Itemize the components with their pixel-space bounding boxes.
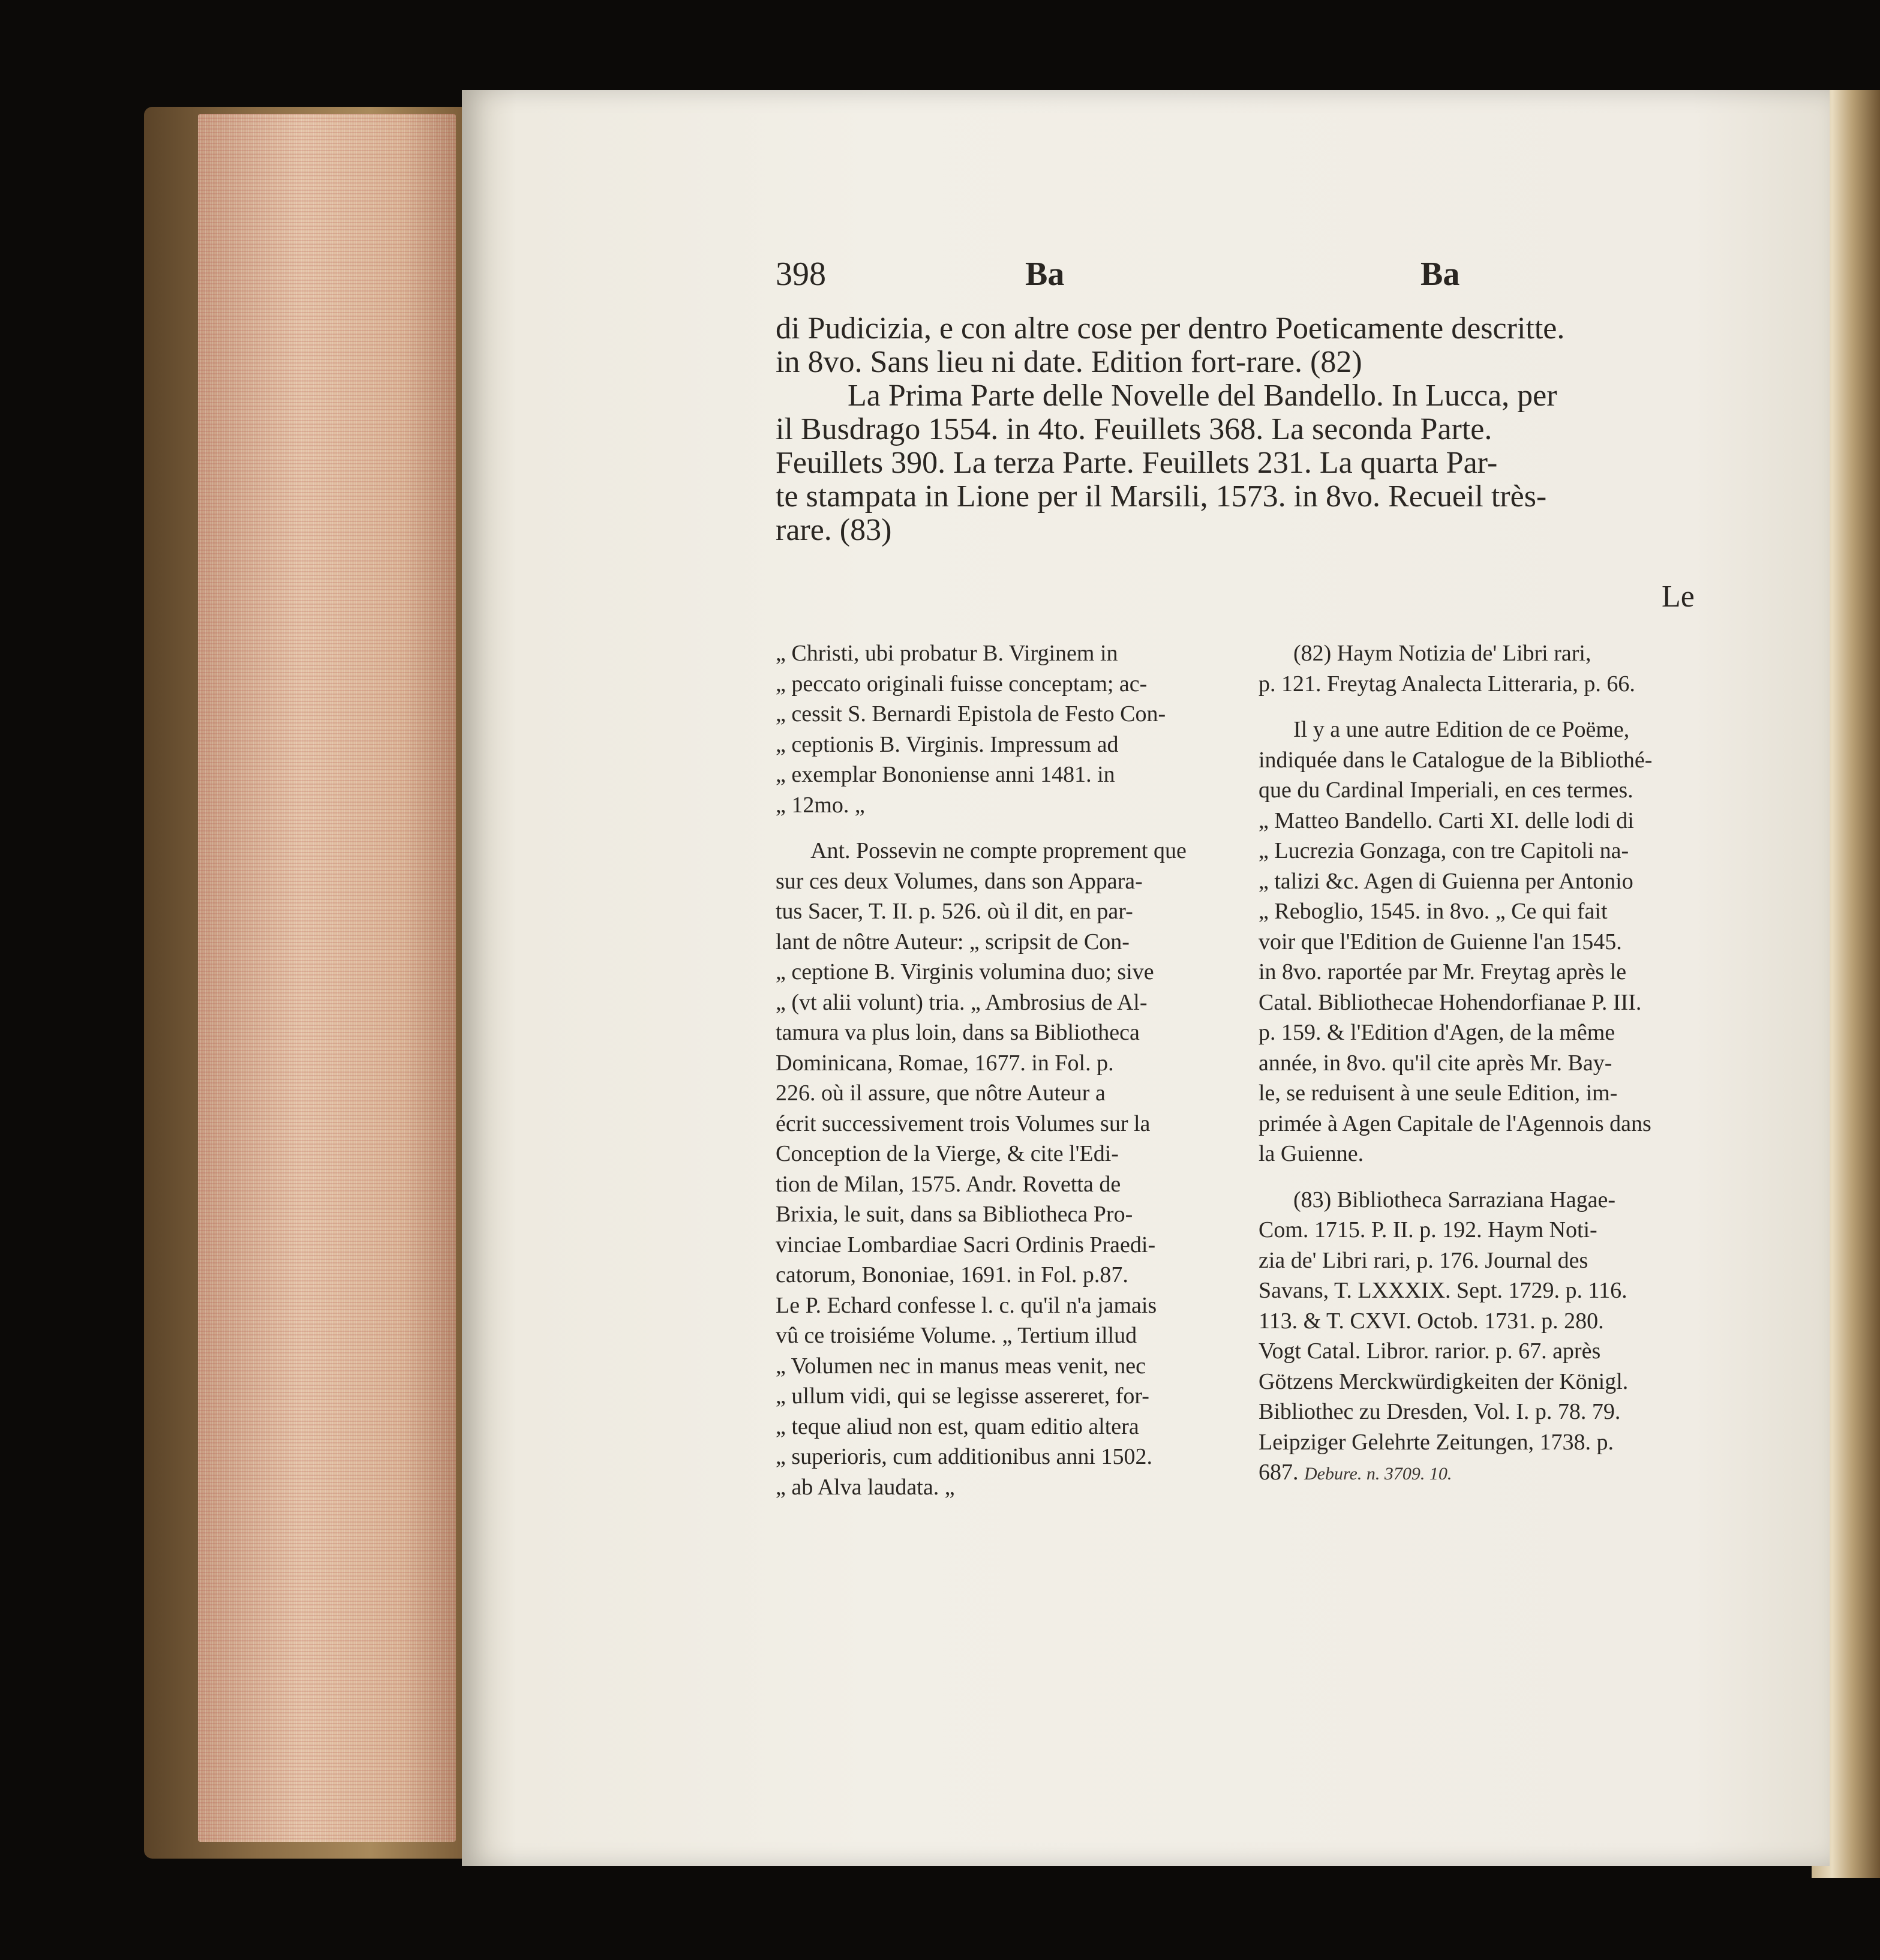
footnote-line: vinciae Lombardiae Sacri Ordinis Praedi- [776,1232,1156,1257]
right-footnote-column [1259,638,1741,1490]
page-number: 398 [776,256,826,293]
footnote-line: „ Volumen nec in manus meas venit, nec [776,1353,1146,1379]
footnote-line: voir que l'Edition de Guienne l'an 1545. [1259,929,1622,955]
footnote-line: catorum, Bononiae, 1691. in Fol. p.87. [776,1262,1128,1287]
footnote-line: „ Reboglio, 1545. in 8vo. „ Ce qui fait [1259,899,1608,924]
footnote-line: tion de Milan, 1575. Andr. Rovetta de [776,1171,1121,1197]
footnote-line: „ Christi, ubi probatur B. Virginem in [776,641,1118,666]
footnote-line: Götzens Merckwürdigkeiten der Königl. [1259,1368,1629,1394]
footnote-line: Il y a une autre Edition de ce Poëme, [1293,717,1630,742]
footnote-line: le, se reduisent à une seule Edition, im- [1259,1080,1618,1106]
footnote-line: „ ab Alva laudata. „ [776,1474,955,1500]
paragraph-gap [776,820,1250,836]
footnote-line: année, in 8vo. qu'il cite après Mr. Bay- [1259,1050,1612,1076]
footnote-line: „ ceptione B. Virginis volumina duo; sive [776,959,1154,984]
footnote-line: que du Cardinal Imperiali, en ces termes. [1259,778,1633,803]
footnote-line: „ superioris, cum additionibus anni 1502. [776,1444,1152,1469]
footnote-line: tus Sacer, T. II. p. 526. où il dit, en par- [776,899,1133,924]
footnote-line: in 8vo. raportée par Mr. Freytag après le [1259,959,1627,984]
running-header [776,255,1462,309]
main-text [776,312,1702,547]
footnote-line: la Guienne. [1259,1141,1364,1166]
footnote-line: „ exemplar Bononiense anni 1481. in [776,762,1115,787]
footnote-line: „ Matteo Bandello. Carti XI. delle lodi di [1259,808,1634,833]
footnote-line: zia de' Libri rari, p. 176. Journal des [1259,1247,1588,1273]
footnote-line: Dominicana, Romae, 1677. in Fol. p. [776,1050,1114,1076]
main-line: il Busdrago 1554. in 4to. Feuillets 368. La seconda Parte. [776,412,1492,446]
footnote-line: 113. & T. CXVI. Octob. 1731. p. 280. [1259,1308,1604,1334]
main-line: te stampata in Lione per il Marsili, 1573. in 8vo. Recueil très- [776,479,1547,514]
running-head-right: Ba [1420,256,1460,293]
page-block-edge [198,114,456,1842]
footnote-line: 226. où il assure, que nôtre Auteur a [776,1080,1106,1106]
footnote-line: sur ces deux Volumes, dans son Appara- [776,868,1143,894]
footnote-line: Com. 1715. P. II. p. 192. Haym Noti- [1259,1217,1597,1242]
footnote-line: vû ce troisiéme Volume. „ Tertium illud [776,1323,1137,1348]
footnote-line: indiquée dans le Catalogue de la Bibliothé- [1259,747,1653,773]
footnote-line: Catal. Bibliothecae Hohendorfianae P. III. [1259,989,1642,1015]
main-line: rare. (83) [776,513,892,547]
footnote-line: Bibliothec zu Dresden, Vol. I. p. 78. 79. [1259,1399,1621,1424]
footnote-line: p. 121. Freytag Analecta Litteraria, p. 66. [1259,671,1635,697]
footnote-line: „ ullum vidi, qui se legisse assereret, for- [776,1383,1149,1409]
footnote-line: Ant. Possevin ne compte proprement que [810,838,1187,863]
footnote-line: „ cessit S. Bernardi Epistola de Festo Con- [776,701,1166,727]
main-line: di Pudicizia, e con altre cose per dentro Poeticamente descritte. [776,311,1565,346]
running-head-left: Ba [1025,256,1065,293]
footnote-line: „ peccato originali fuisse conceptam; ac- [776,671,1148,697]
footnote-line: tamura va plus loin, dans sa Bibliotheca [776,1020,1140,1045]
paragraph-gap [1259,699,1741,715]
footnote-line: écrit successivement trois Volumes sur la [776,1110,1151,1136]
footnote-line: „ talizi &c. Agen di Guienna per Antonio [1259,868,1633,894]
footnote-line: (83) Bibliotheca Sarraziana Hagae- [1293,1187,1616,1212]
footnote-text: 687. [1259,1460,1299,1485]
footnote-line: primée à Agen Capitale de l'Agennois dans [1259,1110,1651,1136]
footnote-line: „ teque aliud non est, quam editio altera [776,1413,1139,1439]
left-footnote-column [776,638,1250,1502]
footnote-line: Savans, T. LXXXIX. Sept. 1729. p. 116. [1259,1278,1627,1303]
footnote-line: (82) Haym Notizia de' Libri rari, [1293,641,1591,666]
footnote-line: p. 159. & l'Edition d'Agen, de la même [1259,1020,1615,1045]
footnote-last-line [1259,1457,1741,1490]
paragraph-gap [1259,1169,1741,1185]
main-line: Feuillets 390. La terza Parte. Feuillets 231. La quarta Par- [776,446,1498,480]
footnote-line: „ Lucrezia Gonzaga, con tre Capitoli na- [1259,838,1629,863]
footnote-line: „ 12mo. „ [776,792,865,818]
footnote-line: Conception de la Vierge, & cite l'Edi- [776,1141,1119,1166]
footnote-line: lant de nôtre Auteur: „ scripsit de Con- [776,929,1130,955]
main-line: La Prima Parte delle Novelle del Bandello. In Lucca, per [848,379,1557,413]
footnote-line: Brixia, le suit, dans sa Bibliotheca Pro- [776,1202,1133,1227]
main-line: in 8vo. Sans lieu ni date. Edition fort-rare. (82) [776,345,1362,379]
handwritten-annotation: Debure. n. 3709. 10. [1304,1464,1452,1484]
catchword: Le [1662,580,1695,614]
footnote-line: Le P. Echard confesse l. c. qu'il n'a jamais [776,1292,1157,1318]
footnote-line: „ ceptionis B. Virginis. Impressum ad [776,731,1119,757]
footnote-line: Leipziger Gelehrte Zeitungen, 1738. p. [1259,1429,1614,1455]
footnote-line: Vogt Catal. Libror. rarior. p. 67. après [1259,1338,1601,1364]
footnote-line: „ (vt alii volunt) tria. „ Ambrosius de Al- [776,989,1148,1015]
